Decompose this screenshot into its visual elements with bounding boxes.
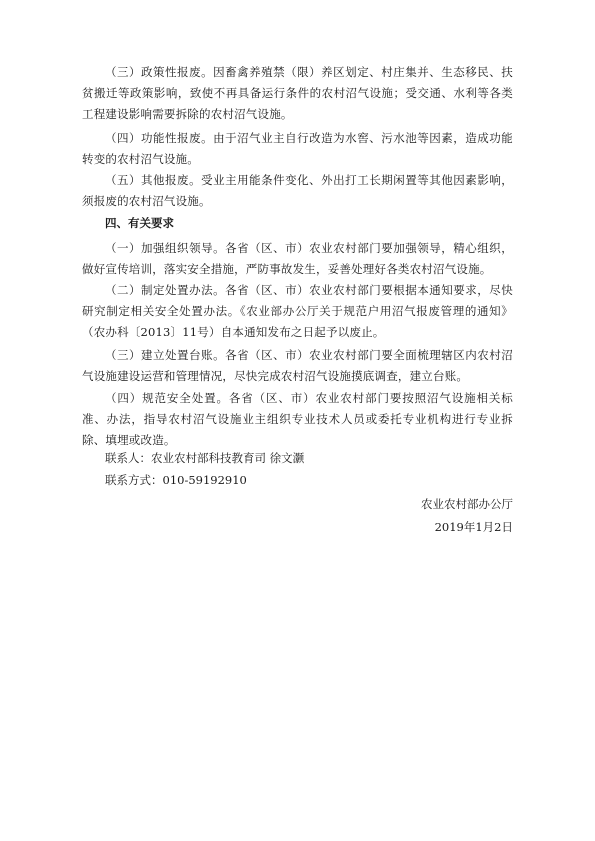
- contact-phone: 联系方式：010-59192910: [105, 473, 247, 487]
- contact-person: 联系人：农业农村部科技教育司 徐文灏: [105, 451, 305, 465]
- requirement-methods: （二）制定处置办法。各省（区、市）农业农村部门要根据本通知要求，尽快研究制定相关安全处置办法。《农业部办公厅关于规范户用沼气报废管理的通知》（农办科〔2013〕11号）自本通知发布之日起予以废止。: [82, 283, 513, 339]
- issuer-name: 农业农村部办公厅: [421, 497, 513, 511]
- paragraph-policy-scrap: （三）政策性报废。因畜禽养殖禁（限）养区划定、村庄集并、生态移民、扶贫搬迁等政策影响，致使不再具备运行条件的农村沼气设施；受交通、水利等各类工程建设影响需要拆除的农村沼气设施。: [82, 65, 513, 121]
- issue-date: 2019年1月2日: [434, 520, 513, 534]
- section-heading: 四、有关要求: [105, 216, 174, 230]
- paragraph-functional-scrap: （四）功能性报废。由于沼气业主自行改造为水窖、污水池等因素，造成功能转变的农村沼气设施。: [82, 131, 513, 166]
- requirement-ledger: （三）建立处置台账。各省（区、市）农业农村部门要全面梳理辖区内农村沼气设施建设运营和管理情况，尽快完成农村沼气设施摸底调查，建立台账。: [82, 348, 513, 383]
- paragraph-other-scrap: （五）其他报废。受业主用能条件变化、外出打工长期闲置等其他因素影响，须报废的农村沼气设施。: [82, 173, 513, 208]
- requirement-safe-disposal: （四）规范安全处置。各省（区、市）农业农村部门要按照沼气设施相关标准、办法，指导农村沼气设施业主组织专业技术人员或委托专业机构进行专业拆除、填埋或改造。: [82, 391, 513, 447]
- requirement-organize: （一）加强组织领导。各省（区、市）农业农村部门要加强领导，精心组织，做好宣传培训，落实安全措施，严防事故发生，妥善处理好各类农村沼气设施。: [82, 241, 513, 276]
